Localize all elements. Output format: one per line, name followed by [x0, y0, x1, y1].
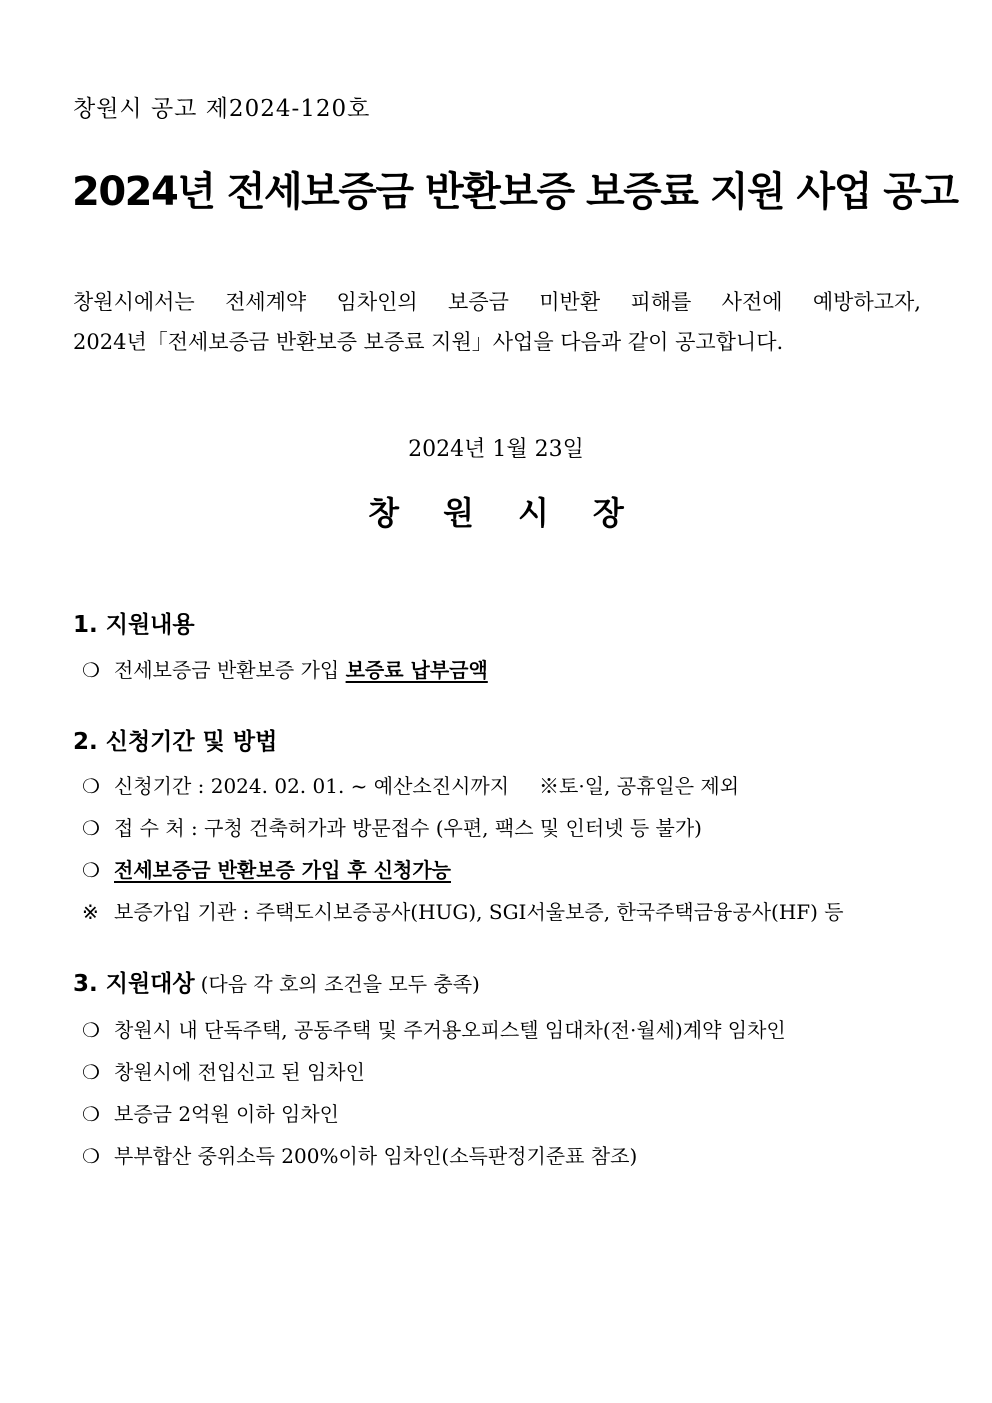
- section-heading-application-period: [73, 723, 277, 756]
- section-heading-suffix: (다음 각 호의 조건을 모두 충족): [200, 972, 480, 996]
- circle-bullet-icon: ❍: [82, 774, 100, 798]
- notice-number: 창원시 공고 제2024-120호: [73, 96, 371, 122]
- list-item: [82, 1140, 637, 1169]
- item-emphasis: 보증료 납부금액: [345, 658, 488, 682]
- issuer-name: 창원시장: [368, 494, 668, 532]
- section-heading-text: 1. 지원내용: [73, 612, 195, 638]
- intro-line-1: 창원시에서는 전세계약 임차인의 보증금 미반환 피해를 사전에 예방하고자,: [73, 290, 921, 314]
- item-text: 보증금 2억원 이하 임차인: [114, 1102, 339, 1126]
- item-text: 신청기간 : 2024. 02. 01. ~ 예산소진시까지: [114, 774, 510, 798]
- intro-line-2: 2024년「전세보증금 반환보증 보증료 지원」사업을 다음과 같이 공고합니다.: [73, 330, 784, 354]
- circle-bullet-icon: ❍: [82, 816, 100, 840]
- list-item: [82, 854, 451, 883]
- section-heading-text: 3. 지원대상: [73, 971, 195, 997]
- circle-bullet-icon: ❍: [82, 858, 100, 882]
- reference-mark-icon: ※: [82, 900, 99, 924]
- list-item: [82, 812, 702, 841]
- list-item: [82, 770, 739, 799]
- section-heading-support-content: [73, 606, 195, 639]
- item-text: 창원시에 전입신고 된 임차인: [114, 1060, 365, 1084]
- item-text: 부부합산 중위소득 200%이하 임차인(소득판정기준표 참조): [114, 1144, 638, 1168]
- list-item: [82, 1014, 786, 1043]
- list-item: [82, 654, 488, 683]
- page-title: 2024년 전세보증금 반환보증 보증료 지원 사업 공고: [72, 169, 958, 215]
- circle-bullet-icon: ❍: [82, 1102, 100, 1126]
- item-text: 창원시 내 단독주택, 공동주택 및 주거용오피스텔 임대차(전·월세)계약 임차인: [114, 1018, 786, 1042]
- list-item: [82, 896, 844, 925]
- item-text: 보증가입 기관 : 주택도시보증공사(HUG), SGI서울보증, 한국주택금융공사(HF) 등: [114, 900, 844, 924]
- circle-bullet-icon: ❍: [82, 658, 100, 682]
- section-heading-eligibility: [73, 965, 480, 998]
- item-text: 접 수 처 : 구청 건축허가과 방문접수 (우편, 팩스 및 인터넷 등 불가): [114, 816, 702, 840]
- item-note: ※토·일, 공휴일은 제외: [539, 774, 740, 798]
- notice-date: 2024년 1월 23일: [408, 437, 584, 462]
- circle-bullet-icon: ❍: [82, 1144, 100, 1168]
- circle-bullet-icon: ❍: [82, 1060, 100, 1084]
- section-heading-text: 2. 신청기간 및 방법: [73, 729, 278, 755]
- intro-paragraph: [73, 282, 921, 362]
- item-text: 전세보증금 반환보증 가입: [114, 658, 346, 682]
- list-item: [82, 1056, 365, 1085]
- circle-bullet-icon: ❍: [82, 1018, 100, 1042]
- item-emphasis: 전세보증금 반환보증 가입 후 신청가능: [114, 858, 451, 882]
- list-item: [82, 1098, 339, 1127]
